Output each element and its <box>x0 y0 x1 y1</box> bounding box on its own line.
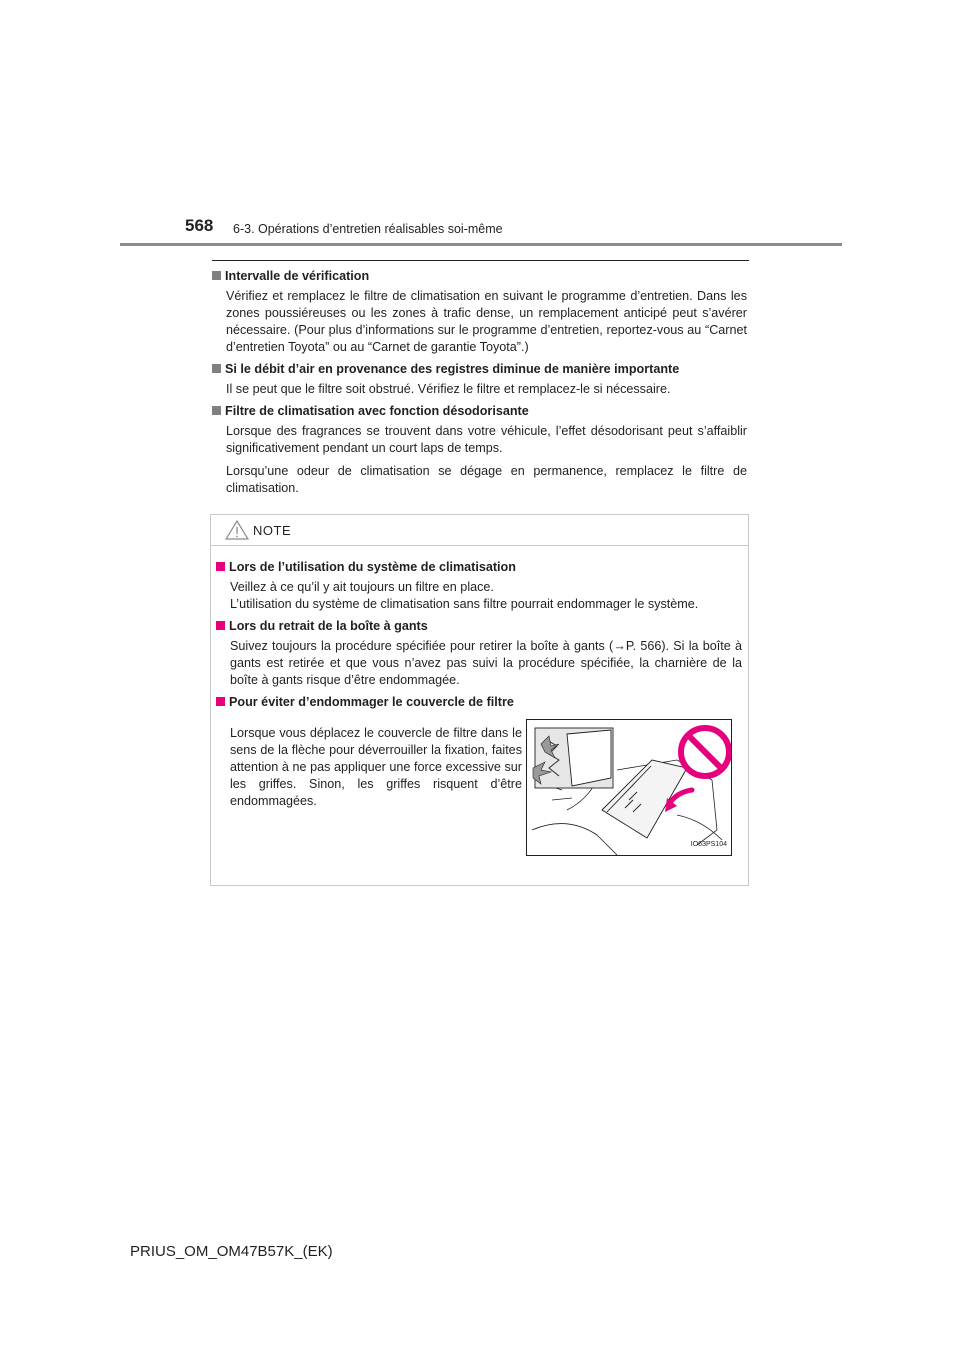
block-paragraph: Lorsqu’une odeur de climatisation se dégage en permanence, remplacez le filtre de climatisation. <box>226 464 747 495</box>
note-line: Suivez toujours la procédure spécifiée pour retirer la boîte à gants (→P. 566). Si la boîte à gants est retirée et que vous n’avez pas suivi la procédure spécifiée, la charnière de la boîte à gants risque d’être endommagée. <box>230 639 742 687</box>
filter-cover-drawing <box>527 720 731 855</box>
main-content <box>212 268 747 497</box>
page-number: 568 <box>185 216 214 235</box>
block-paragraph: Il se peut que le filtre soit obstrué. Vérifiez le filtre et remplacez-le si nécessaire. <box>226 382 671 396</box>
square-bullet-icon <box>216 562 225 571</box>
note-box <box>210 514 749 886</box>
block-heading: Si le débit d’air en provenance des registres diminue de manière importante <box>212 361 747 378</box>
square-bullet-icon <box>216 697 225 706</box>
square-bullet-icon <box>212 406 221 415</box>
square-bullet-icon <box>212 271 221 280</box>
block-paragraph: Vérifiez et remplacez le filtre de climatisation en suivant le programme d’entretien. Dans les zones poussiéreuses ou les zones à trafic dense, un remplacement anticipé peut s’avérer nécessaire. (Pour plus d’informations sur le programme d’entretien, reportez-vous au “Carnet d’entretien Toyota” ou au “Carnet de garantie Toyota”.) <box>226 289 747 354</box>
note-illustrated-item <box>216 719 742 869</box>
note-header <box>211 515 748 546</box>
note-item-heading: Lors du retrait de la boîte à gants <box>216 618 742 635</box>
section-title: 6-3. Opérations d’entretien réalisables soi-même <box>233 222 503 236</box>
block-heading: Intervalle de vérification <box>212 268 747 285</box>
figure-code: IO63PS104 <box>690 841 727 848</box>
note-content <box>216 559 742 869</box>
note-title: NOTE <box>253 523 292 538</box>
block-heading: Filtre de climatisation avec fonction désodorisante <box>212 403 747 420</box>
content-divider <box>212 260 749 261</box>
square-bullet-icon <box>216 621 225 630</box>
block-paragraph: Lorsque des fragrances se trouvent dans votre véhicule, l’effet désodorisant peut s’affaiblir significativement pendant un court laps de temps. <box>226 424 747 455</box>
note-item-heading: Pour éviter d’endommager le couvercle de filtre <box>216 694 742 711</box>
header-divider <box>120 243 842 246</box>
note-line: Veillez à ce qu’il y ait toujours un filtre en place. <box>230 580 494 594</box>
note-item-heading: Lors de l’utilisation du système de climatisation <box>216 559 742 576</box>
square-bullet-icon <box>212 364 221 373</box>
document-id: PRIUS_OM_OM47B57K_(EK) <box>130 1243 333 1260</box>
warning-triangle-icon <box>225 520 249 540</box>
note-line: L’utilisation du système de climatisation sans filtre pourrait endommager le système. <box>230 597 699 611</box>
note-item-text: Lorsque vous déplacez le couvercle de filtre dans le sens de la flèche pour déverrouiller la fixation, faites attention à ne pas appliquer une force excessive sur les griffes. Sinon, les griffes risquent d’être endommagées. <box>230 726 522 808</box>
filter-cover-illustration <box>526 719 732 856</box>
